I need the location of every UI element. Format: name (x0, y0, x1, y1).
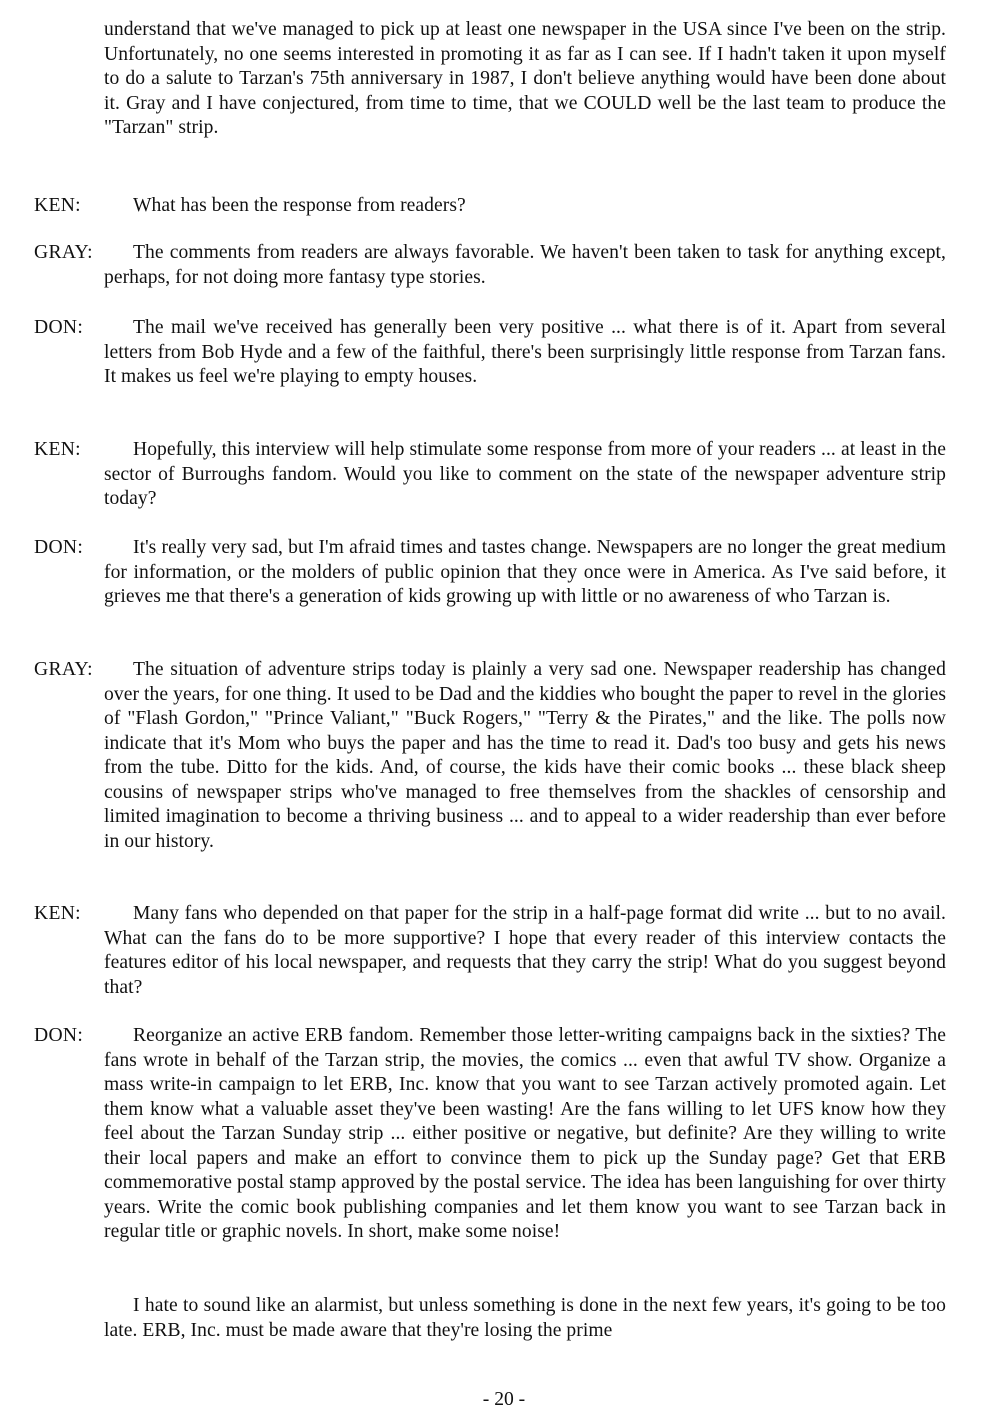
paragraph-continuation: understand that we've managed to pick up at least one newspaper in the USA since I've been on the strip. Unfortunately, no one seems interested in promoting it as far as I can see. If I hadn't taken it upon myself to do a salute to Tarzan's 75th anniversary in 1987, I don't believe anything would have been done about it. Gray and I have conjectured, from time to time, that we COULD well be the last team to produce the "Tarzan" strip. (104, 19, 946, 138)
paragraph-don-3: Reorganize an active ERB fandom. Remember those letter-writing campaigns back in the sixties? The fans wrote in behalf of the Tarzan strip, the movies, the comics ... even that awful TV show. Organize a mass write-in campaign to let ERB, Inc. know that you want to see Tarzan actively promoted again. Let them know what a valuable asset they've been wasting! Are the fans willing to let UFS know how they feel about the Tarzan Sunday strip ... either positive or negative, but definite? Are they willing to write their local papers and make an effort to convince them to pick up the Sunday page? Get that ERB commemorative postal stamp approved by the postal service. The idea has been languishing for over thirty years. Write the comic book publishing companies and let them know you want to see Tarzan back in regular title or graphic novels. In short, make some noise! (104, 1025, 946, 1242)
speaker-label: KEN: (34, 439, 81, 460)
speaker-label: DON: (34, 1025, 84, 1046)
speaker-label: KEN: (34, 195, 81, 216)
page-number: - 20 - (482, 1389, 526, 1410)
paragraph-gray-2: The situation of adventure strips today is plainly a very sad one. Newspaper readership has changed over the years, for one thing. It used to be Dad and the kiddies who bought the paper to revel in the glories of "Flash Gordon," "Prince Valiant," "Buck Rogers," "Terry & the Pirates," and the like. The polls now indicate that it's Mom who buys the paper and has the time to read it. Dad's too busy and gets his news from the tube. Ditto for the kids. And, of course, the kids have their comic books ... these black sheep cousins of newspaper strips who've managed to free themselves from the shackles of censorship and limited imagination to become a thriving business ... and to appeal to a wider readership than ever before in our history. (104, 659, 946, 852)
speaker-label: DON: (34, 537, 84, 558)
speaker-label: GRAY: (34, 242, 93, 263)
paragraph-ken-1: What has been the response from readers? (133, 195, 466, 216)
paragraph-don-1: The mail we've received has generally been very positive ... what there is of it. Apart from several letters from Bob Hyde and a few of the faithful, there's been surprisingly little response from Tarzan fans. It makes us feel we're playing to empty houses. (104, 317, 946, 387)
paragraph-don-3-continued: I hate to sound like an alarmist, but unless something is done in the next few years, it's going to be too late. ERB, Inc. must be made aware that they're losing the prime (104, 1295, 946, 1341)
speaker-label: GRAY: (34, 659, 93, 680)
paragraph-ken-3: Many fans who depended on that paper for the strip in a half-page format did write ... but to no avail. What can the fans do to be more supportive? I hope that every reader of this interview contacts the features editor of his local newspaper, and requests that they carry the strip! What do you suggest beyond that? (104, 903, 946, 998)
paragraph-gray-1: The comments from readers are always favorable. We haven't been taken to task for anything except, perhaps, for not doing more fantasy type stories. (104, 242, 946, 288)
speaker-label: DON: (34, 317, 84, 338)
speaker-label: KEN: (34, 903, 81, 924)
paragraph-don-2: It's really very sad, but I'm afraid times and tastes change. Newspapers are no longer the great medium for information, or the molders of public opinion that they once were in America. As I've said before, it grieves me that there's a generation of kids growing up with little or no awareness of who Tarzan is. (104, 537, 946, 607)
paragraph-ken-2: Hopefully, this interview will help stimulate some response from more of your readers ... at least in the sector of Burroughs fandom. Would you like to comment on the state of the newspaper adventure strip today? (104, 439, 946, 509)
